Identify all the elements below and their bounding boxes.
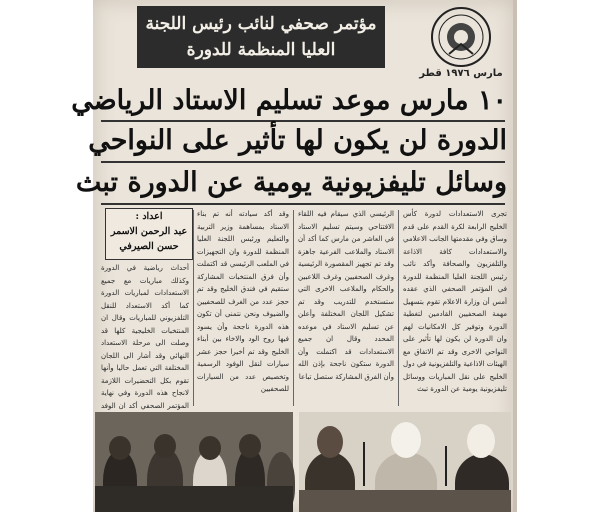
logo-caption: مارس ١٩٧٦ قطر — [419, 68, 503, 79]
person-headdress — [391, 422, 421, 458]
byline-author-1: عبد الرحمن الاسمر — [110, 226, 188, 237]
banner-line-1: مؤتمر صحفي لنائب رئيس اللجنة — [145, 14, 377, 34]
headline-line-1: ١٠ مارس موعد تسليم الاستاد الرياضي — [71, 85, 507, 116]
headline-line-2: الدورة لن يكون لها تأثير على النواحي — [88, 125, 507, 156]
person-headdress — [467, 424, 495, 458]
banner-line-2: العليا المنظمة للدورة — [186, 40, 336, 60]
byline-label: اعداد : — [135, 211, 163, 222]
headline-rule — [101, 203, 505, 205]
microphone-icon — [445, 446, 447, 486]
byline-author-2: حسن الصيرفي — [119, 241, 179, 252]
person-head — [317, 426, 343, 458]
conference-table — [299, 490, 511, 512]
page-edge — [513, 0, 517, 512]
headline-rule — [101, 161, 505, 163]
byline-box — [105, 208, 193, 260]
person-head — [154, 434, 176, 458]
person-head — [109, 436, 131, 460]
gulf-cup-logo-icon — [419, 6, 503, 68]
article-column-3: وقد أكد سيادته أنه تم بناء الاستاد بمساهمة وزير التربية والتعليم ورئيس اللجنة العليا المنظمة للدورة وان التجهيزات في الملعب الرئيسي قد اكتملت وأن فرق المنتخبات المشاركة ستقيم في فندق الخليج وقد تم حجز عدد من الغرف للصحفيين والضيوف ونحن نتمنى أن تكون هذه الدورة ناجحة وأن يسود فيها روح الود والاخاء بين أبناء الخليج وقد تم أخيرا حجز عشر سيارات لنقل الوفود الرسمية وتخصيص عدد من السيارات للصحفيين — [197, 210, 289, 393]
column-divider — [293, 210, 294, 406]
article-column-1: تجرى الاستعدادات لدورة كأس الخليج الرابعة لكرة القدم على قدم وساق وفي مقدمتها الجانب الاعلامي والاستعدادات كافة الاذاعة والتلفزيون والصحافة وأكد نائب رئيس اللجنة العليا المنظمة للدورة في المؤتمر الصحفي الذي عقده أمس أن وزارة الاعلام تقوم بتسهيل مهمة الصحفيين القادمين لتغطية الدورة وتوفير كل الامكانيات لهم وان الدورة لن يكون لها تأثير على النواحي الاخرى وقد تم الاتفاق مع الهيئات الاذاعية والتلفزيونية في دول الخليج على نقل المباريات ووسائل تليفزيونية يومية عن الدورة تبث — [403, 210, 507, 393]
newspaper-page — [71, 0, 513, 512]
conference-table — [95, 486, 293, 512]
person-head — [199, 436, 221, 460]
headline-line-3: وسائل تليفزيونية يومية عن الدورة تبث — [75, 167, 507, 198]
column-divider — [398, 210, 399, 406]
article-column-2: الرئيسي الذي سيقام فيه اللقاء الافتتاحي وسيتم تسليم الاستاد في العاشر من مارس كما أكد أن الاستاد والملاعب الفرعية جاهزة وقد تم تجهيز المقصورة الرئيسية وغرف الصحفيين وغرف اللاعبين والحكام والملاعب الاخرى التي ستستخدم للتدريب وقد تم تشكيل اللجان المختلفة وأعلن عن تسليم الاستاد في موعده المحدد وقال ان جميع الاستعدادات قد اكتملت وأن الدورة ستكون ناجحة بإذن الله وأن الفرق المشاركة ستصل تباعا — [298, 210, 394, 381]
press-conference-photo-right — [299, 412, 511, 512]
article-column-4: أحداث رياضية في الدورة وكذلك مباريات مع جميع الاستعدادات لمباريات الدورة كما أكد الاستعداد للنقل التلفزيوني للمباريات وقال ان المنتخبات الخليجية كلها قد وصلت الى مرحلة الاستعداد النهائي وقد أشار الى اللجان المختلفة التي تعمل حاليا وأنها تقوم بكل التحضيرات اللازمة لانجاح هذه الدورة وفي نهاية المؤتمر الصحفي أكد ان الوفد — [101, 264, 189, 410]
press-conference-banner — [137, 6, 385, 68]
microphone-icon — [363, 442, 365, 486]
press-conference-photo-left — [95, 412, 293, 512]
column-divider — [193, 210, 194, 406]
person-head — [239, 434, 261, 458]
